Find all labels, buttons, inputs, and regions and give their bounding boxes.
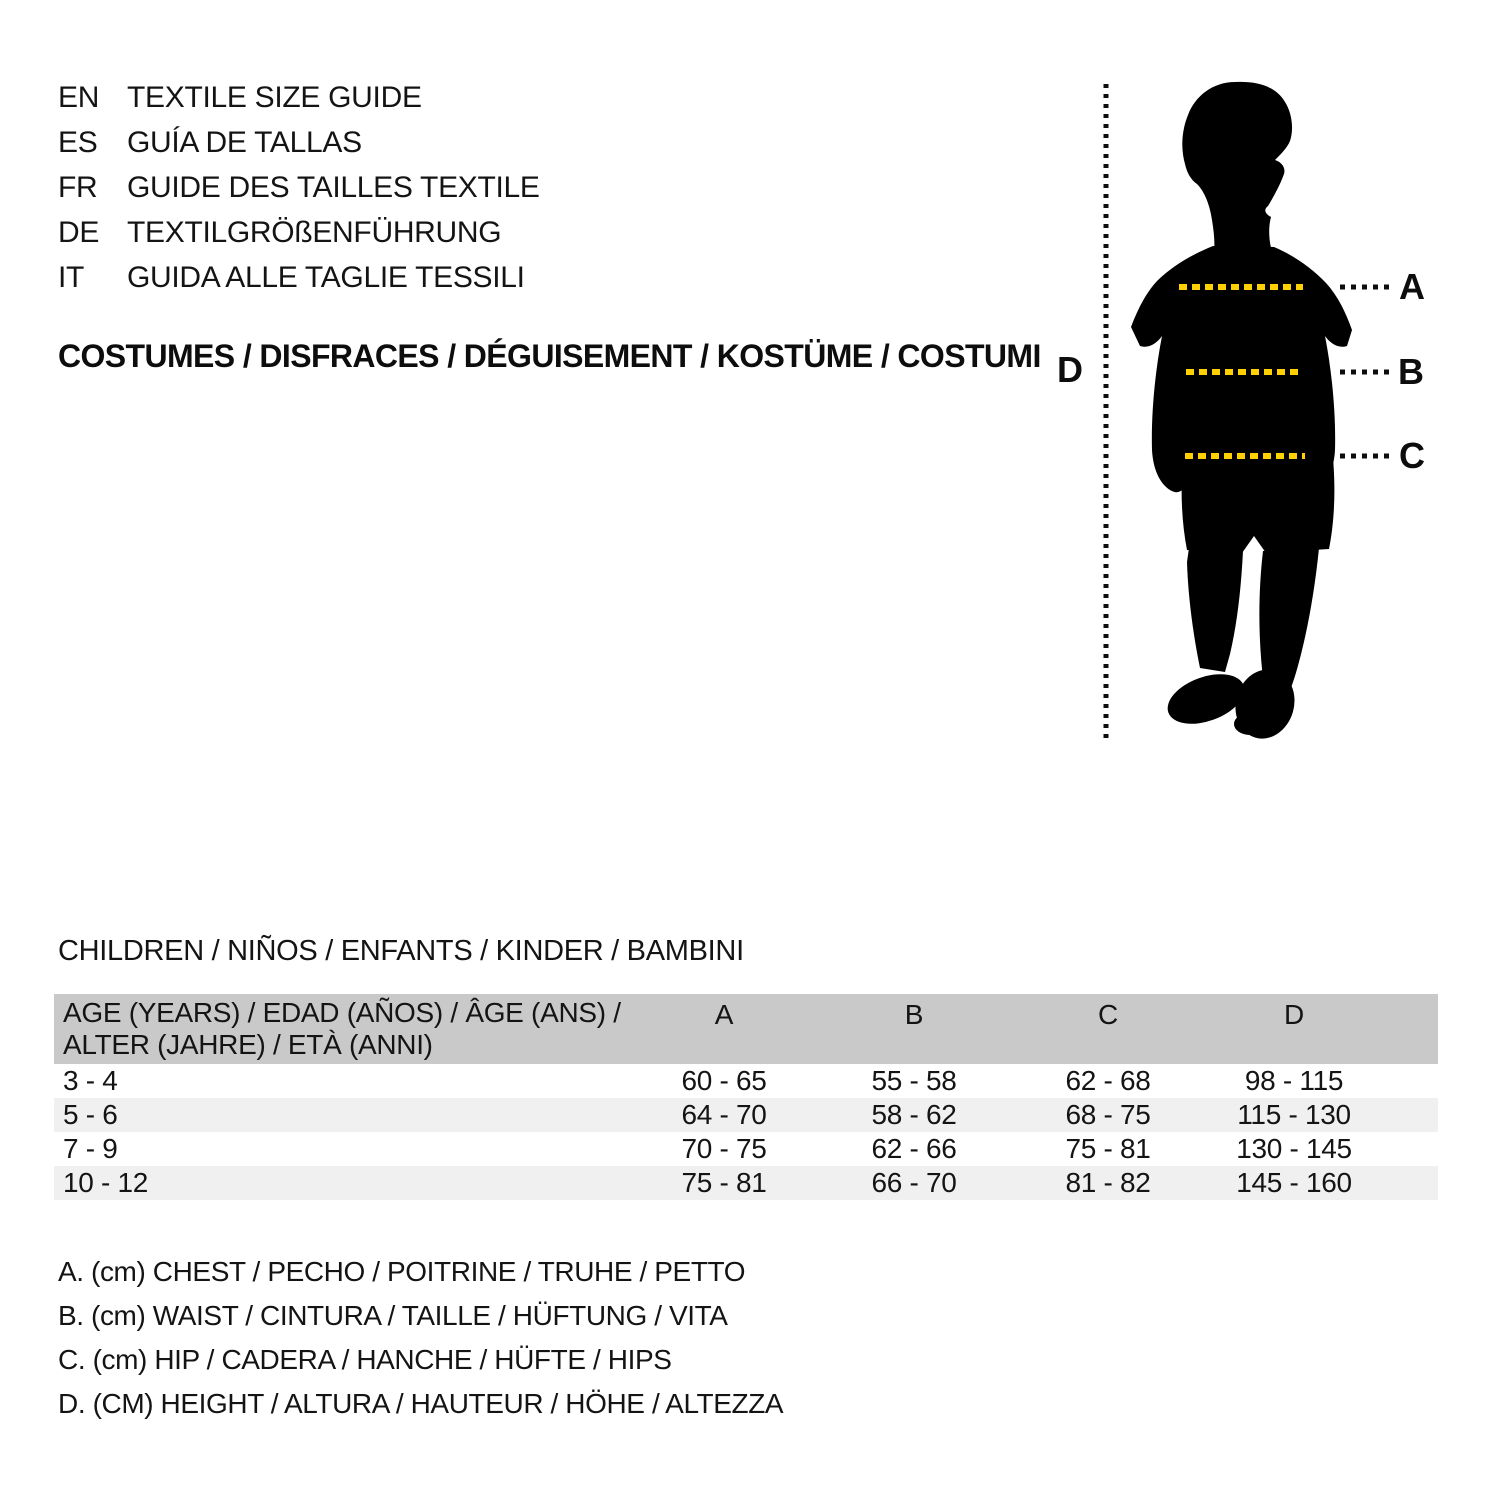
- lang-label-it: GUIDA ALLE TAGLIE TESSILI: [127, 260, 525, 294]
- lang-row-en: [58, 75, 540, 120]
- lang-code-fr: FR: [58, 170, 98, 204]
- age-cell: 10 - 12: [63, 1167, 149, 1198]
- marker-c-label: C: [1399, 435, 1425, 476]
- category-title: COSTUMES / DISFRACES / DÉGUISEMENT / KOSTÜME / COSTUMI: [58, 338, 1041, 374]
- child-silhouette: [1131, 82, 1352, 746]
- lang-code-es: ES: [58, 125, 98, 159]
- lang-row-it: [58, 255, 540, 300]
- value-cell-b: 55 - 58: [871, 1065, 957, 1096]
- lang-row-es: [58, 120, 540, 165]
- value-cell-a: 60 - 65: [681, 1065, 767, 1096]
- table-row: [54, 1166, 1438, 1200]
- column-header-c: C: [1098, 999, 1118, 1030]
- age-cell: 3 - 4: [63, 1065, 118, 1096]
- column-header-d: D: [1284, 999, 1304, 1030]
- value-cell-d: 98 - 115: [1244, 1065, 1344, 1096]
- legend-line-chest: A. (cm) CHEST / PECHO / POITRINE / TRUHE / PETTO: [58, 1256, 746, 1287]
- age-column-header: [63, 997, 621, 1061]
- age-cell: 7 - 9: [63, 1133, 118, 1164]
- value-cell-b: 58 - 62: [871, 1099, 957, 1130]
- marker-d-label: D: [1057, 349, 1083, 390]
- silhouette-head: [1182, 82, 1292, 252]
- children-size-table: [54, 994, 1438, 1200]
- lang-code-en: EN: [58, 80, 100, 114]
- age-cell: 5 - 6: [63, 1099, 118, 1130]
- column-header-a: A: [714, 999, 734, 1030]
- marker-a-label: A: [1399, 266, 1425, 307]
- language-title-block: [58, 75, 540, 300]
- age-header-line1: AGE (YEARS) / EDAD (AÑOS) / ÂGE (ANS) /: [63, 997, 621, 1028]
- value-cell-c: 68 - 75: [1065, 1099, 1151, 1130]
- legend-line-height: D. (CM) HEIGHT / ALTURA / HAUTEUR / HÖHE / ALTEZZA: [58, 1388, 784, 1419]
- measurement-diagram: [1040, 58, 1500, 760]
- lang-code-de: DE: [58, 215, 100, 249]
- value-cell-a: 70 - 75: [681, 1133, 767, 1164]
- measurement-legend: [58, 1250, 783, 1426]
- table-row: [54, 1098, 1438, 1132]
- legend-line-hip: C. (cm) HIP / CADERA / HANCHE / HÜFTE / HIPS: [58, 1344, 672, 1375]
- marker-b-label: B: [1398, 351, 1424, 392]
- age-header-line2: ALTER (JAHRE) / ETÀ (ANNI): [63, 1029, 433, 1060]
- lang-row-de: [58, 210, 540, 255]
- value-cell-d: 115 - 130: [1237, 1099, 1351, 1130]
- table-row: [54, 1132, 1438, 1166]
- value-cell-c: 81 - 82: [1065, 1167, 1151, 1198]
- lang-label-de: TEXTILGRÖßENFÜHRUNG: [127, 215, 502, 249]
- lang-row-fr: [58, 165, 540, 210]
- lang-label-fr: GUIDE DES TAILLES TEXTILE: [127, 170, 540, 204]
- value-cell-c: 75 - 81: [1065, 1133, 1151, 1164]
- silhouette-right-shoe-toe: [1234, 713, 1266, 735]
- value-cell-b: 62 - 66: [871, 1133, 957, 1164]
- value-cell-a: 75 - 81: [681, 1167, 767, 1198]
- silhouette-left-leg: [1187, 548, 1243, 672]
- table-row: [54, 1064, 1438, 1098]
- value-cell-a: 64 - 70: [681, 1099, 767, 1130]
- lang-label-en: TEXTILE SIZE GUIDE: [127, 80, 422, 114]
- value-cell-c: 62 - 68: [1065, 1065, 1151, 1096]
- table-header-row: [54, 994, 1438, 1064]
- lang-code-it: IT: [58, 260, 85, 294]
- legend-line-waist: B. (cm) WAIST / CINTURA / TAILLE / HÜFTUNG / VITA: [58, 1300, 728, 1331]
- silhouette-shorts: [1182, 448, 1335, 553]
- lang-label-es: GUÍA DE TALLAS: [127, 125, 362, 159]
- value-cell-b: 66 - 70: [871, 1167, 957, 1198]
- value-cell-d: 130 - 145: [1236, 1133, 1352, 1164]
- children-section-title: CHILDREN / NIÑOS / ENFANTS / KINDER / BAMBINI: [58, 935, 744, 967]
- value-cell-d: 145 - 160: [1236, 1167, 1352, 1198]
- column-header-b: B: [904, 999, 924, 1030]
